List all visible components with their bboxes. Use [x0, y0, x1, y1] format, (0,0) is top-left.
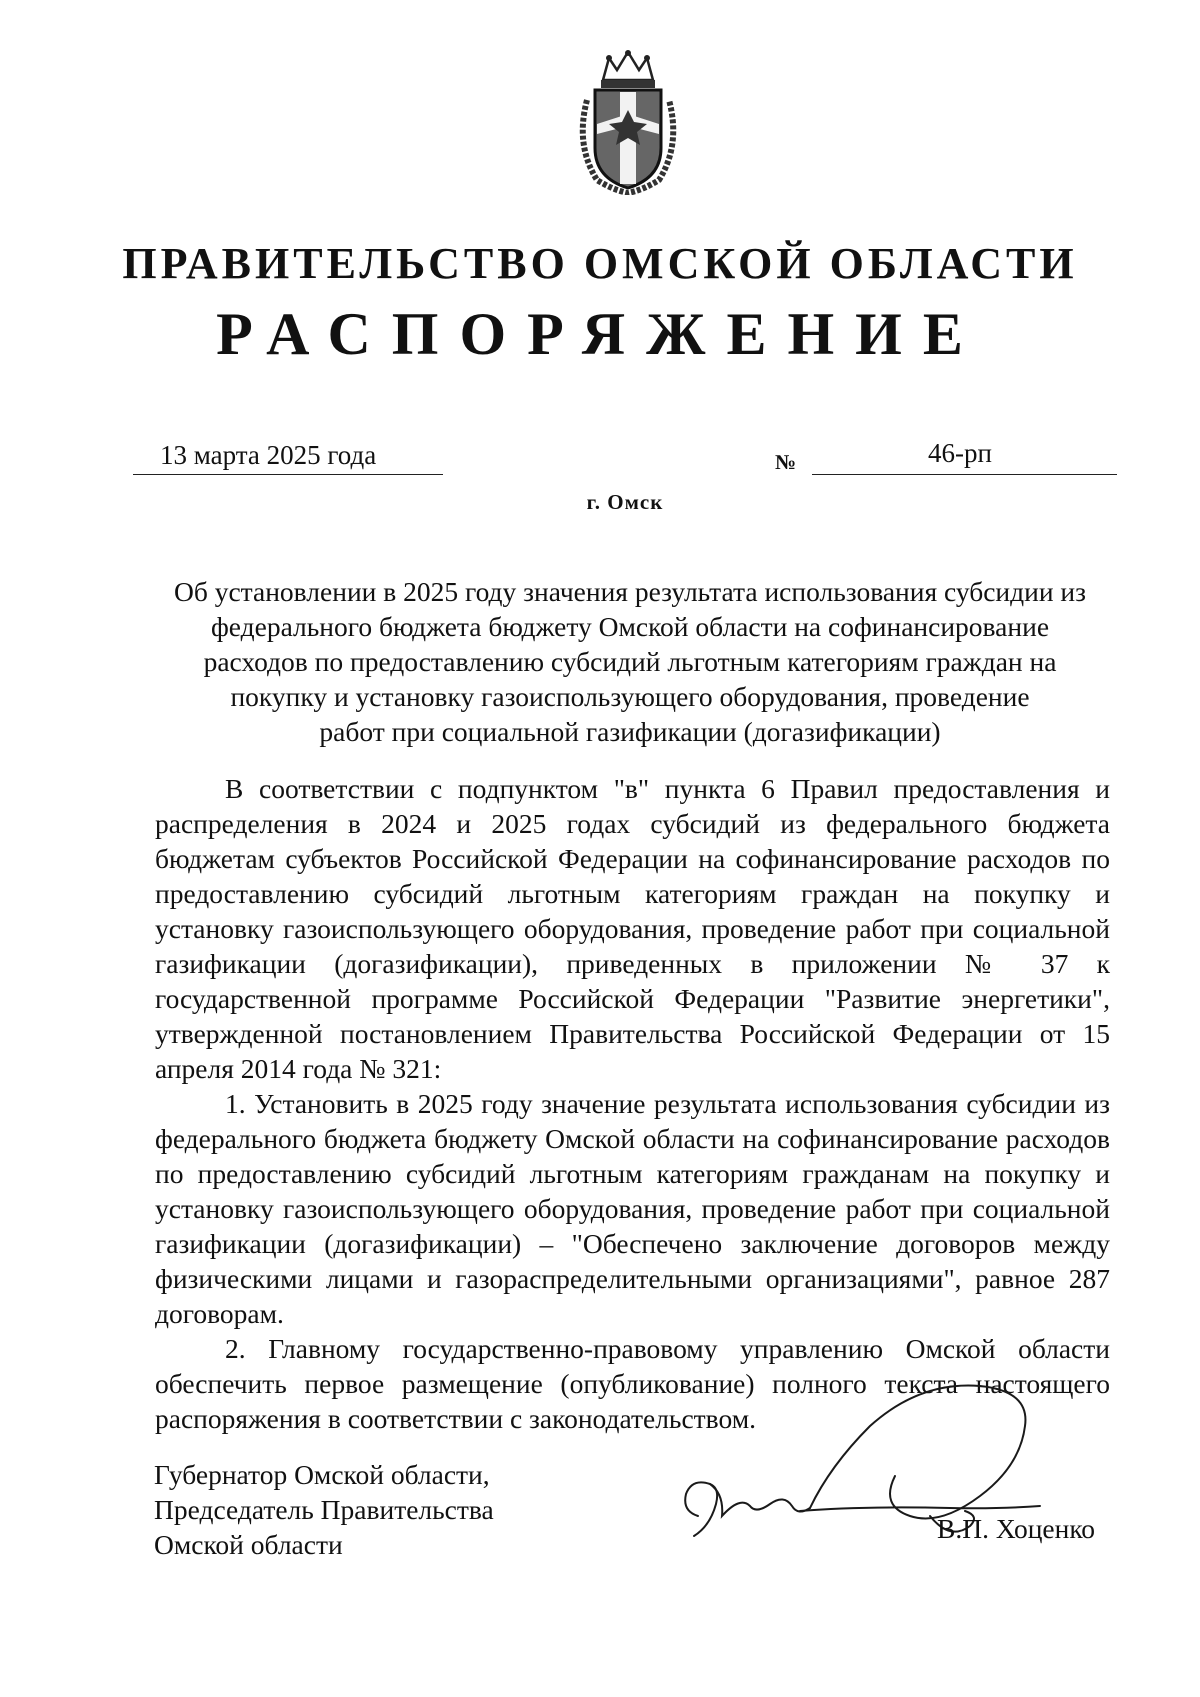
signatory-name: В.П. Хоценко	[937, 1513, 1096, 1544]
subject-line: Об установлении в 2025 году значения результата использования субсидии из	[173, 576, 1087, 607]
omsk-oblast-coat-of-arms-icon	[573, 50, 683, 195]
subject-line: работ при социальной газификации (догазификации)	[319, 716, 941, 747]
document-body	[155, 771, 1110, 1436]
signatory-title-line: Омской области	[154, 1529, 343, 1560]
subject-line: федерального бюджета бюджету Омской области на софинансирование	[210, 611, 1050, 642]
document-date: 13 марта 2025 года	[160, 440, 377, 470]
document-subject	[150, 574, 1110, 749]
signatory-title-line: Губернатор Омской области,	[154, 1459, 490, 1490]
document-city: г. Омск	[586, 490, 664, 514]
signatory-title-line: Председатель Правительства	[154, 1494, 494, 1525]
body-paragraph-item-1: 1. Установить в 2025 году значение результата использования субсидии из федерального бюджета бюджету Омской области на софинансирование расходов по предоставлению субсидий льготным категориям гражданам на покупку и установку газоиспользующего оборудования, проведение работ при социальной газификации (догазификации) – "Обеспечено заключение договоров между физическими лицами и газораспределительными организациями", равное 287 договорам.	[155, 1088, 1110, 1329]
document-number: 46-рп	[928, 438, 992, 468]
signatory-title	[154, 1457, 494, 1562]
organization-title: ПРАВИТЕЛЬСТВО ОМСКОЙ ОБЛАСТИ	[122, 239, 1078, 288]
body-paragraph-preamble: В соответствии с подпунктом "в" пункта 6 Правил предоставления и распределения в 2024 и 2025 годах субсидий из федерального бюджета бюджетам субъектов Российской Федерации на софинансирование расходов по предоставлению субсидий льготным категориям граждан на покупку и установку газоиспользующего оборудования, проведение работ при социальной газификации (догазификации), приведенных в приложении № 37 к государственной программе Российской Федерации "Развитие энергетики", утвержденной постановлением Правительства Российской Федерации от 15 апреля 2014 года № 321:	[155, 773, 1110, 1084]
body-paragraph-item-2: 2. Главному государственно-правовому управлению Омской области обеспечить первое размещение (опубликование) полного текста настоящего распоряжения в соответствии с законодательством.	[155, 1333, 1110, 1434]
document-type-title: РАСПОРЯЖЕНИЕ	[216, 301, 984, 367]
number-label: №	[775, 450, 797, 474]
subject-line: расходов по предоставлению субсидий льготным категориям граждан на	[203, 646, 1057, 677]
subject-line: покупку и установку газоиспользующего оборудования, проведение	[230, 681, 1030, 712]
